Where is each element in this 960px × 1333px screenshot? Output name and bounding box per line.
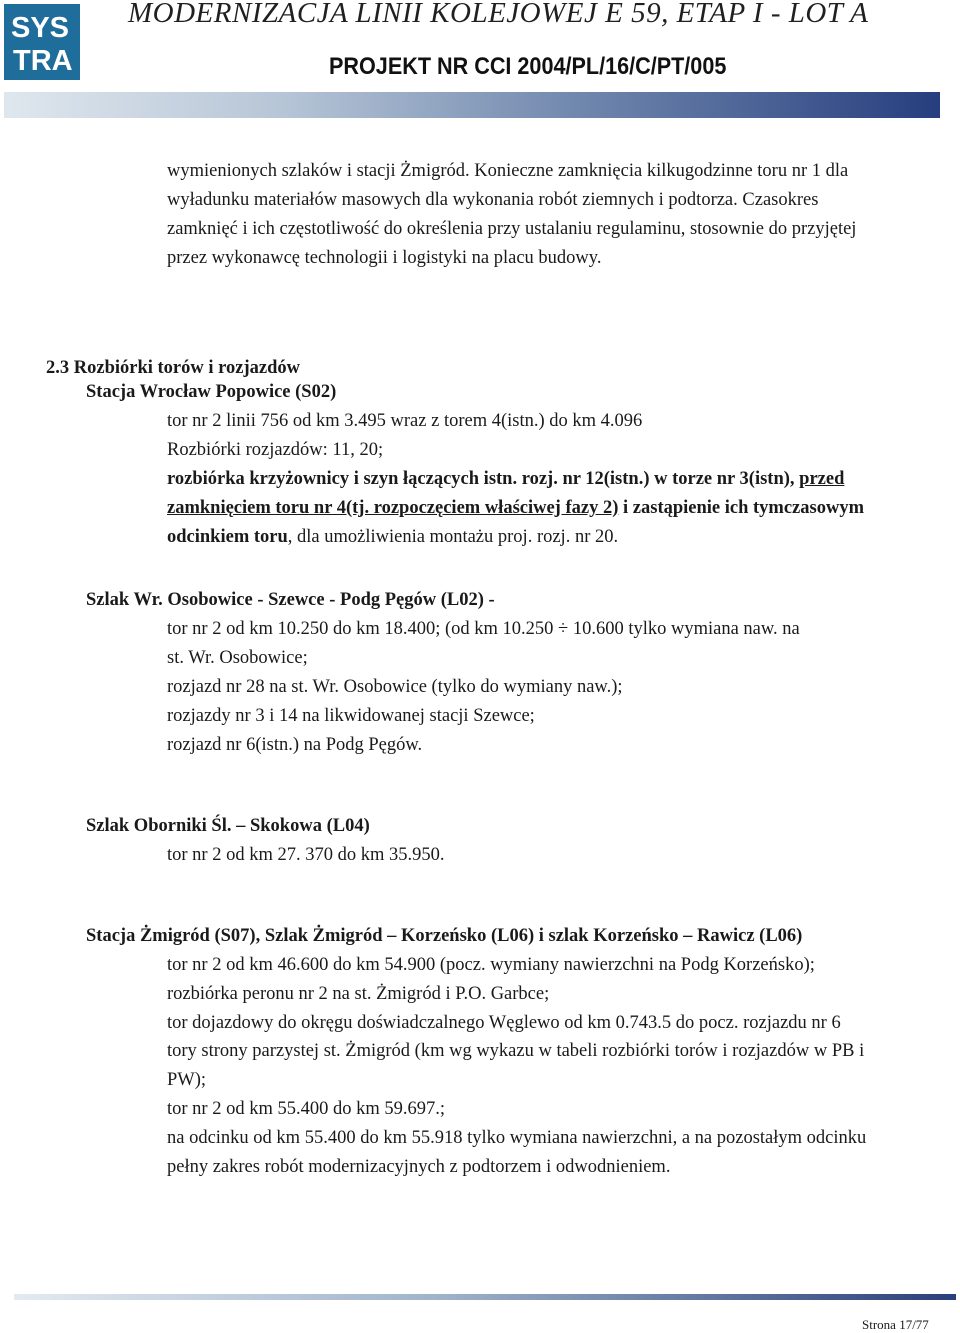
logo-text-bottom: TRA (13, 45, 73, 77)
intro-line: przez wykonawcę technologii i logistyki na placu budowy. (167, 248, 602, 268)
project-number: PROJEKT NR CCI 2004/PL/16/C/PT/005 (329, 53, 727, 80)
systra-logo (4, 4, 80, 80)
document-title: MODERNIZACJA LINII KOLEJOWEJ E 59, ETAP I - LOT A (128, 0, 869, 29)
s02-line (167, 465, 844, 494)
l02-line: rozjazdy nr 3 i 14 na likwidowanej stacji Szewce; (167, 706, 535, 726)
s07-line: PW); (167, 1070, 207, 1090)
l02-line: rozjazd nr 28 na st. Wr. Osobowice (tylko do wymiany naw.); (167, 677, 623, 697)
header-gradient-bar (4, 92, 940, 118)
subsection-heading-l04: Szlak Oborniki Śl. – Skokowa (L04) (86, 816, 370, 836)
l02-line: rozjazd nr 6(istn.) na Podg Pęgów. (167, 735, 423, 755)
s02-underlined-text: zamknięciem toru nr 4(tj. rozpoczęciem właściwej fazy 2) (167, 498, 619, 518)
s07-line: tor nr 2 od km 46.600 do km 54.900 (pocz. wymiany nawierzchni na Podg Korzeńsko); (167, 955, 815, 975)
subsection-heading-s02: Stacja Wrocław Popowice (S02) (86, 382, 337, 402)
s02-line (167, 523, 618, 552)
footer-gradient-bar (14, 1294, 956, 1300)
s07-line: tor dojazdowy do okręgu doświadczalnego Węglewo od km 0.743.5 do pocz. rozjazdu nr 6 (167, 1013, 841, 1033)
l02-line: st. Wr. Osobowice; (167, 648, 308, 668)
intro-line: zamknięć i ich częstotliwość do określenia przy ustalaniu regulaminu, stosownie do przyjętej (167, 219, 857, 239)
s02-bold-text: rozbiórka krzyżownicy i szyn łączących istn. rozj. nr 12(istn.) w torze nr 3(istn), (167, 469, 795, 489)
s02-line: Rozbiórki rozjazdów: 11, 20; (167, 440, 384, 460)
subsection-heading-l02: Szlak Wr. Osobowice - Szewce - Podg Pęgów (L02) - (86, 590, 495, 610)
s02-text: , dla umożliwienia montażu proj. rozj. nr 20. (287, 527, 619, 547)
page-number: Strona 17/77 (862, 1317, 929, 1332)
intro-line: wymienionych szlaków i stacji Żmigród. Konieczne zamknięcia kilkugodzinne toru nr 1 dla (167, 161, 849, 181)
l02-line: tor nr 2 od km 10.250 do km 18.400; (od km 10.250 ÷ 10.600 tylko wymiana naw. na (167, 619, 800, 639)
s02-underlined-text: przed (799, 469, 845, 489)
s07-line: tor nr 2 od km 55.400 do km 59.697.; (167, 1099, 446, 1119)
s02-bold-text: i zastąpienie ich tymczasowym (618, 498, 864, 518)
section-title: Rozbiórki torów i rozjazdów (73, 358, 300, 378)
section-number: 2.3 (46, 358, 70, 378)
s02-line: tor nr 2 linii 756 od km 3.495 wraz z torem 4(istn.) do km 4.096 (167, 411, 643, 431)
s07-line: tory strony parzystej st. Żmigród (km wg wykazu w tabeli rozbiórki torów i rozjazdów w PB i (167, 1041, 865, 1061)
s02-bold-text: odcinkiem toru (167, 527, 288, 547)
s07-line: pełny zakres robót modernizacyjnych z podtorzem i odwodnieniem. (167, 1157, 671, 1177)
s07-line: na odcinku od km 55.400 do km 55.918 tylko wymiana nawierzchni, a na pozostałym odcinku (167, 1128, 867, 1148)
s07-line: rozbiórka peronu nr 2 na st. Żmigród i P.O. Garbce; (167, 984, 550, 1004)
s02-line (167, 494, 864, 523)
intro-line: wyładunku materiałów masowych dla wykonania robót ziemnych i podtorza. Czasokres (167, 190, 819, 210)
logo-text-top: SYS (11, 12, 70, 44)
l04-line: tor nr 2 od km 27. 370 do km 35.950. (167, 845, 445, 865)
subsection-heading-s07: Stacja Żmigród (S07), Szlak Żmigród – Korzeńsko (L06) i szlak Korzeńsko – Rawicz (L06) (86, 926, 803, 946)
